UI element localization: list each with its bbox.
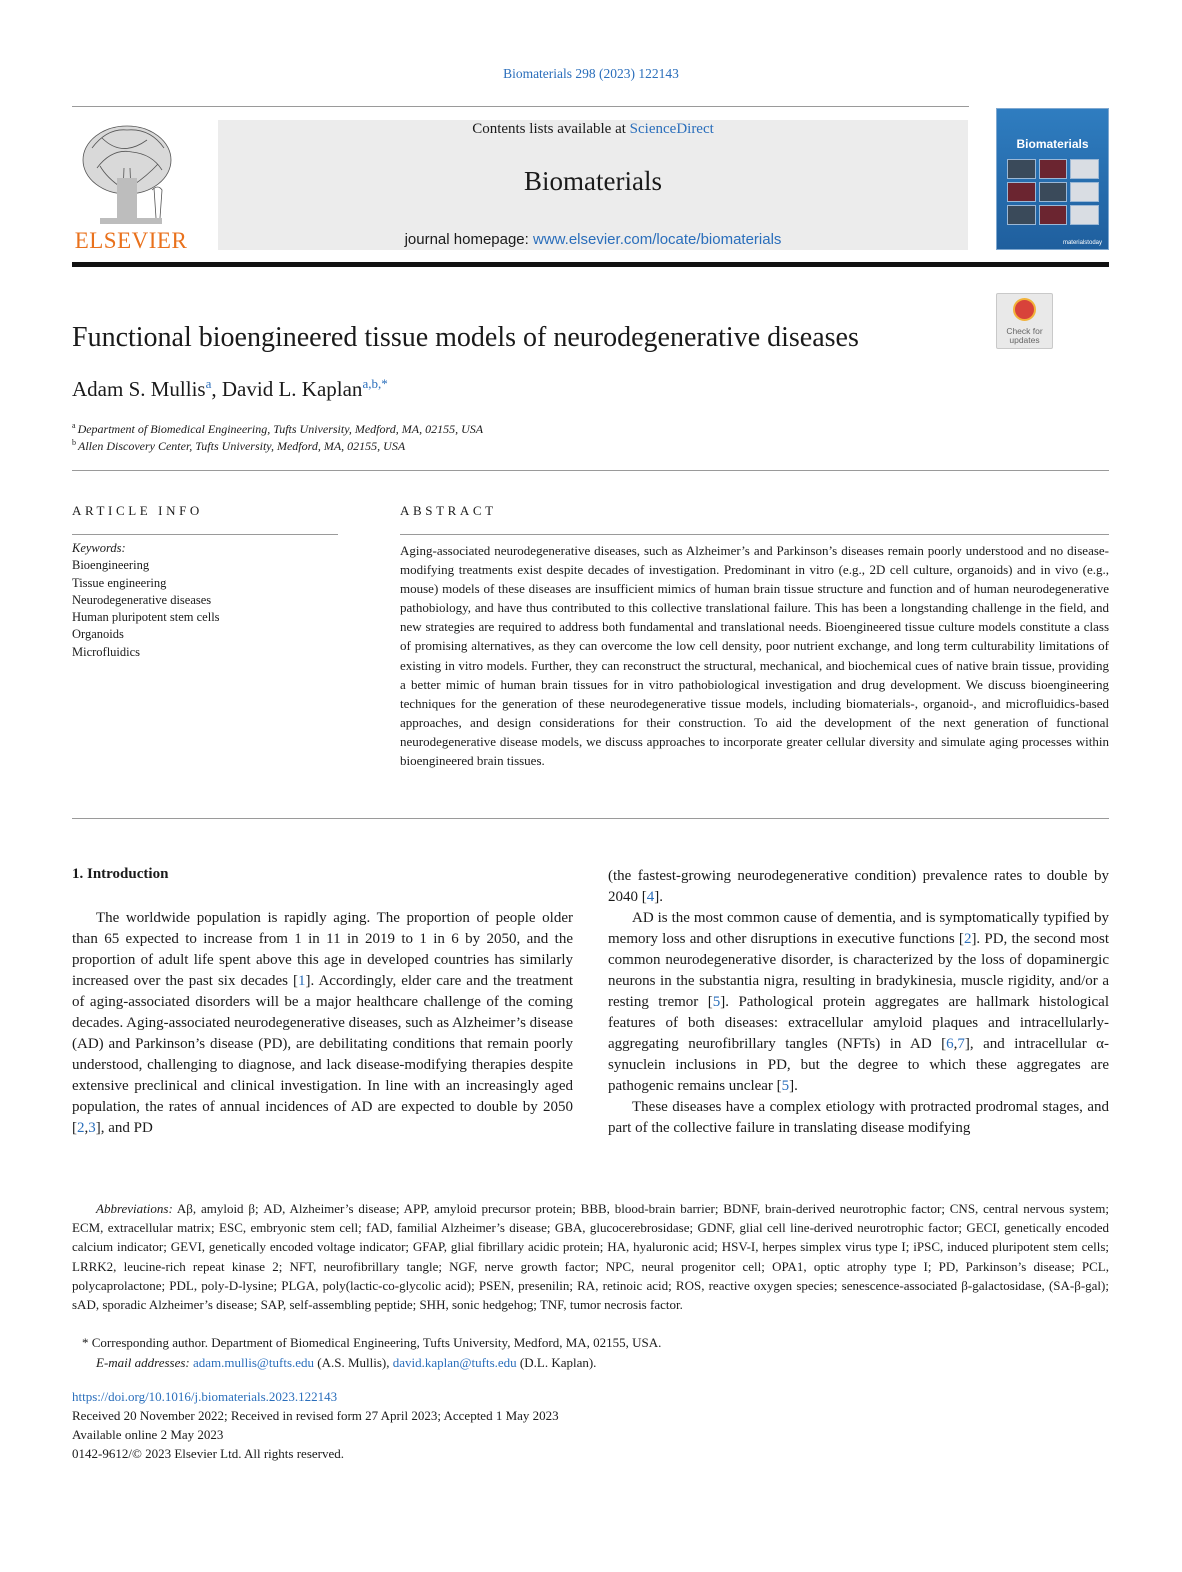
check-updates-label: Check for updates xyxy=(1006,326,1043,345)
cover-artwork xyxy=(1007,159,1099,225)
keyword-item: Microfluidics xyxy=(72,644,141,659)
header-thick-rule xyxy=(72,262,1109,267)
email-link[interactable]: david.kaplan@tufts.edu xyxy=(392,1355,517,1370)
text-run: AD is the most common cause of dementia, and is symptomatically typified by memory loss and other disruptions in executive functions [ xyxy=(608,910,1109,947)
abstract-text: Aging-associated neurodegenerative diseases, such as Alzheimer’s and Parkinson’s diseases remain poorly understood and no disease-modifying treatments exist despite decades of investigation. Predominant in vitro (e.g., 2D cell culture, organoids) and in vivo (e.g., mouse) models of these diseases are insufficient mimics of human brain tissue structure and function and of human neurodegenerative pathobiology, and have thus contributed to this collective translational failure. This has been a longstanding challenge in the field, and new strategies are required to address both fundamental and translational needs. Bioengineered tissue culture models constitute a class of promising alternatives, as they can overcome the low cell density, poor nutrient exchange, and long term culturability limitations of existing in vitro models. Further, they can reconstruct the structural, mechanical, and biochemical cues of native brain tissue, providing a better mimic of human brain tissues for in vitro pathobiological investigation and drug development. We discuss bioengineering techniques for the generation of these neurodegenerative tissue models, including biomaterials-, organoid-, and microfluidics-based approaches, and design considerations for their construction. To aid the development of the next generation of functional neurodegenerative disease models, we discuss approaches to incorporate greater cellular diversity and simulate aging processes within bioengineered brain tissues. xyxy=(400,543,1109,769)
keyword-item: Neurodegenerative diseases xyxy=(72,592,212,607)
keyword-item: Bioengineering xyxy=(72,558,150,573)
received-dates: Received 20 November 2022; Received in revised form 27 April 2023; Accepted 1 May 2023 xyxy=(72,1408,559,1423)
keywords-label: Keywords: xyxy=(72,541,126,555)
email-owner: (D.L. Kaplan). xyxy=(516,1355,597,1370)
body-column-left xyxy=(72,908,573,1139)
email-label: E-mail addresses: xyxy=(96,1355,190,1370)
section-heading-introduction: 1. Introduction xyxy=(72,866,169,882)
text-run: ], and intracellular α-synuclein inclusions in PD, but the degree to which these aggregates are pathogenic remains unclear [ xyxy=(608,1036,1110,1094)
citation-ref-link[interactable]: 5 xyxy=(712,994,721,1010)
paragraph xyxy=(72,908,573,1139)
text-run: ]. xyxy=(654,889,663,905)
paragraph xyxy=(608,866,1109,908)
article-info-heading: ARTICLE INFO xyxy=(72,503,203,518)
author-affiliation-sup[interactable]: a xyxy=(205,376,212,391)
available-online-date: Available online 2 May 2023 xyxy=(72,1427,224,1442)
body-column-right xyxy=(608,866,1109,1139)
doi-link-line xyxy=(72,1389,337,1405)
paragraph: These diseases have a complex etiology with protracted prodromal stages, and part of the collective failure in translating disease modifying xyxy=(608,1099,1109,1136)
text-run: The worldwide population is rapidly aging. The proportion of people older than 65 expected to increase from 1 in 11 in 2019 to 1 in 6 by 2050, and the proportion of adult life spent above this age in developed countries has similarly increased over the past six decades [ xyxy=(72,910,573,989)
affiliation-b xyxy=(72,438,405,454)
affiliation-marker: b xyxy=(72,438,76,447)
author-separator: , xyxy=(211,377,222,401)
paragraph xyxy=(608,908,1109,1097)
citation-ref-link[interactable]: 1 xyxy=(298,973,306,989)
keyword-item: Organoids xyxy=(72,627,124,642)
journal-citation-link[interactable] xyxy=(0,66,1182,82)
homepage-prefix: journal homepage: xyxy=(404,231,533,248)
keyword-item: Tissue engineering xyxy=(72,575,167,590)
affiliation-text: Department of Biomedical Engineering, Tufts University, Medford, MA, 02155, USA xyxy=(77,422,484,436)
citation-ref-link[interactable]: 3 xyxy=(88,1120,96,1136)
citation-ref-link[interactable]: 4 xyxy=(646,889,655,905)
abbreviations-footnote xyxy=(72,1199,1109,1314)
contents-line xyxy=(218,121,968,138)
citation-ref-link[interactable]: 5 xyxy=(781,1078,790,1094)
elsevier-wordmark: ELSEVIER xyxy=(74,228,188,253)
author-name[interactable]: Adam S. Mullis xyxy=(72,377,206,401)
journal-cover-image[interactable] xyxy=(996,108,1109,250)
keywords-list xyxy=(72,540,338,661)
abbreviations-label: Abbreviations: xyxy=(96,1201,173,1216)
text-run: ]. Accordingly, elder care and the treatment of aging-associated disorders will be a major healthcare challenge of the coming decades. Aging-associated neurodegenerative diseases, such as Alzheimer’s disease (AD) and Parkinson’s disease (PD), are debilitating conditions that remain poorly understood, challenging to diagnose, and lack disease-modifying therapies despite extensive preclinical and clinical investigation. In line with an increasingly aged population, the rates of annual incidences of AD are expected to double by 2050 [ xyxy=(72,973,573,1136)
email-owner: (A.S. Mullis), xyxy=(314,1355,393,1370)
affiliation-divider xyxy=(72,470,1109,471)
journal-homepage-line xyxy=(218,231,968,248)
affiliation-marker: a xyxy=(72,421,76,430)
email-link[interactable]: adam.mullis@tufts.edu xyxy=(193,1355,315,1370)
text-run: (the fastest-growing neurodegenerative condition) prevalence rates to double by 2040 [ xyxy=(608,868,1109,905)
text-run: ]. PD, the second most common neurodegenerative disorder, is characterized by the loss of dopaminergic neurons in the substantia nigra, resulting in bradykinesia, muscle rigidity, and/or a resting tremor [ xyxy=(608,931,1110,1010)
citation-text[interactable]: Biomaterials 298 (2023) 122143 xyxy=(503,66,679,81)
header-divider xyxy=(72,106,969,107)
citation-ref-link[interactable]: 2 xyxy=(963,931,972,947)
email-addresses xyxy=(96,1355,596,1371)
author-name[interactable]: David L. Kaplan xyxy=(221,377,363,401)
text-run: ]. xyxy=(789,1078,798,1094)
journal-title: Biomaterials xyxy=(524,166,662,196)
author-list xyxy=(72,376,388,402)
sciencedirect-link[interactable]: ScienceDirect xyxy=(629,121,714,137)
doi-link[interactable]: https://doi.org/10.1016/j.biomaterials.2023.122143 xyxy=(72,1389,338,1404)
copyright-line: 0142-9612/© 2023 Elsevier Ltd. All rights reserved. xyxy=(72,1446,344,1461)
text-run: , xyxy=(84,1120,89,1136)
journal-homepage-link[interactable]: www.elsevier.com/locate/biomaterials xyxy=(533,231,782,248)
abstract-heading: ABSTRACT xyxy=(400,503,497,518)
cover-title: Biomaterials xyxy=(1016,137,1089,151)
article-info-divider xyxy=(72,534,338,535)
check-for-updates-button[interactable] xyxy=(996,293,1053,349)
citation-ref-link[interactable]: 7 xyxy=(957,1036,965,1052)
check-updates-icon xyxy=(1013,298,1036,321)
abstract-divider xyxy=(400,534,1109,535)
abbreviations-text: Aβ, amyloid β; AD, Alzheimer’s disease; APP, amyloid precursor protein; BBB, blood-brain barrier; BDNF, brain-derived neurotrophic factor; CNS, central nervous system; ECM, extracellular matrix; ESC, embryonic stem cell; fAD, familial Alzheimer’s disease; GBA, glucocerebrosidase; GDNF, glial cell line-derived neurotrophic factor; GECI, genetically encoded calcium indicator; GEVI, genetically encoded voltage indicator; GFAP, glial fibrillary acidic protein; HA, hyaluronic acid; HSV-I, herpes simplex virus type I; iPSC, induced pluripotent stem cells; LRRK2, leucine-rich repeat kinase 2; NFT, neurofibrillary tangle; NGF, nerve growth factor; NPC, neural progenitor cell; OPA1, optic atrophy type I; PD, Parkinson’s disease; PCL, polycaprolactone; PDL, poly-D-lysine; PLGA, poly(lactic-co-glycolic acid); PSEN, presenilin; RA, retinoic acid; ROS, reactive oxygen species; senescence-associated β-galactosidase, (SA-β-gal); sAD, sporadic Alzheimer’s disease; SAP, self-assembling peptide; SHH, sonic hedgehog; TNF, tumor necrosis factor. xyxy=(72,1201,1109,1313)
affiliation-text: Allen Discovery Center, Tufts University, Medford, MA, 02155, USA xyxy=(78,439,406,453)
text-run: ], and PD xyxy=(95,1120,153,1136)
text-run: , xyxy=(953,1036,958,1052)
citation-ref-link[interactable]: 2 xyxy=(77,1120,85,1136)
cover-footer: materialstoday xyxy=(1062,240,1102,246)
contents-prefix: Contents lists available at xyxy=(472,121,630,137)
text-run: ]. Pathological protein aggregates are hallmark histological features of both diseases: extracellular amyloid plaques and intracellularly-aggregating neurofibrillary tangles (NFTs) in AD [ xyxy=(608,994,1109,1052)
affiliation-a xyxy=(72,421,483,437)
author-affiliation-sup[interactable]: a,b,* xyxy=(362,376,388,391)
citation-ref-link[interactable]: 6 xyxy=(946,1036,954,1052)
corresponding-author-note: * Corresponding author. Department of Biomedical Engineering, Tufts University, Medford, MA, 02155, USA. xyxy=(82,1335,662,1350)
keyword-item: Human pluripotent stem cells xyxy=(72,610,220,625)
article-title: Functional bioengineered tissue models of neurodegenerative diseases xyxy=(72,322,859,353)
abstract-bottom-divider xyxy=(72,818,1109,819)
